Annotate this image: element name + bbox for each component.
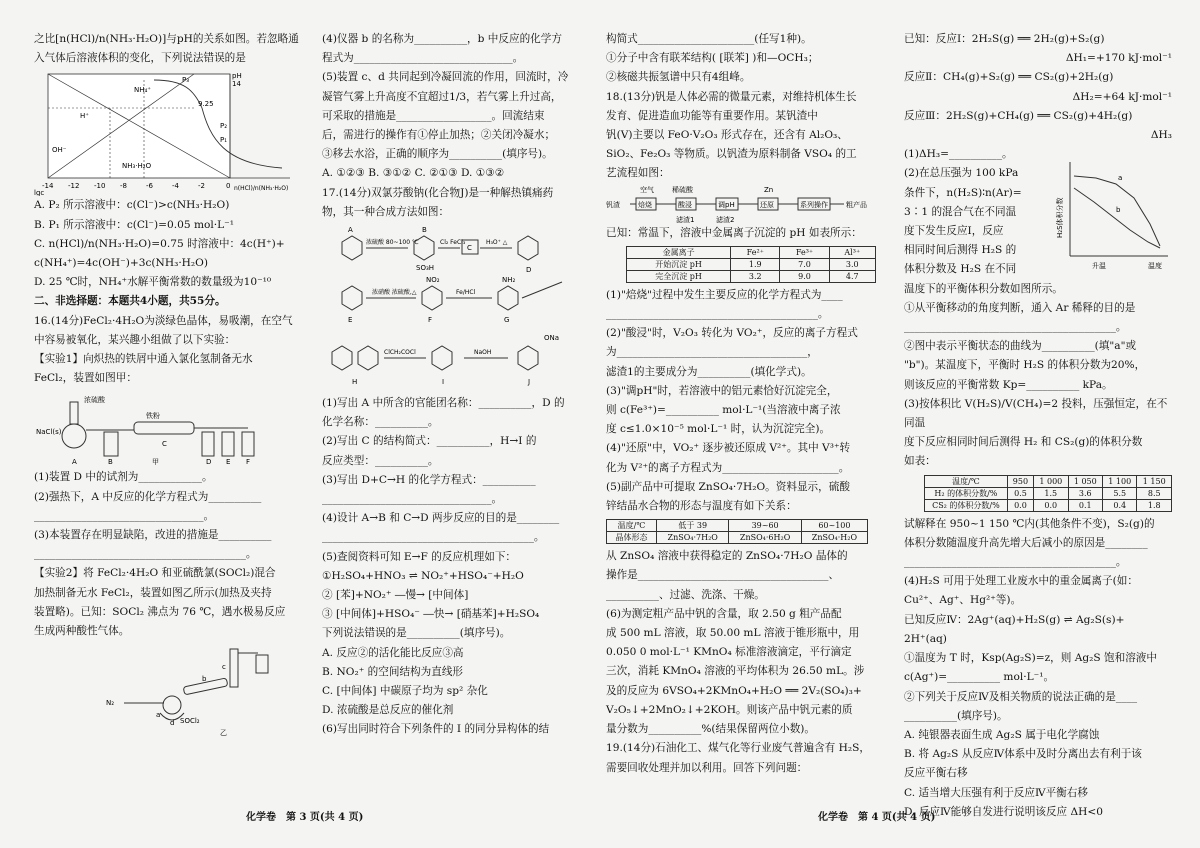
flow-acid-leach: 酸浸 [678, 200, 692, 209]
q15-option-c: C. n(HCl)/n(NH₃·H₂O)=0.75 时溶液中：4c(H⁺)+ [34, 237, 285, 250]
table-header-cell: 1 050 [1068, 475, 1102, 487]
lgc-label: lgc [34, 189, 45, 197]
q16-part-5c: 可采取的措施是__________________。回流结束 [322, 109, 545, 122]
q19-part-2e: 相同时间后测得 H₂S 的 [904, 244, 1017, 257]
q18-part-5b: 锌结晶水合物的形态与温度有如下关系： [606, 500, 797, 513]
p3-label: P₃ [182, 76, 190, 85]
mechanism-step-2: ② [苯]+NO₂⁺ ―慢→ [中间体] [322, 589, 469, 602]
q18-part-6: (6)为测定粗产品中钒的含量，取 2.50 g 粗产品配 [606, 607, 842, 620]
reagent-6: ClCH₂COCl [384, 349, 416, 357]
q16-part-5d: 后，需进行的操作有①停止加热；②关闭冷凝水； [322, 129, 556, 142]
q16-part-4b: 程式为______________________________。 [322, 52, 524, 65]
q18-part-2: (2)"酸浸"时，V₂O₃ 转化为 VO₂⁺，反应的离子方程式 [606, 327, 858, 340]
q19-part-2-block [904, 164, 1172, 279]
q16-part-2: (2)强热下，A 中反应的化学方程式为__________ [34, 490, 262, 503]
q18-part-4: (4)"还原"中，VO₂⁺ 逐步被还原成 V²⁺。其中 V³⁺转 [606, 442, 851, 455]
q17-cond-2: ②核磁共振氢谱中只有4组峰。 [606, 71, 751, 84]
q18-part-2b: 为____________________________________， [606, 346, 818, 359]
q19-part-2b: 条件下，n(H₂S)∶n(Ar)= [904, 186, 1022, 199]
flow-air: 空气 [640, 185, 654, 194]
socl2-label: SOCl₂ [180, 717, 200, 726]
q19-part-2-q2b: "b")。某温度下，平衡时 H₂S 的体积分数为20%， [904, 359, 1146, 372]
label-d2: d [170, 719, 175, 728]
table-cell: 3.2 [731, 270, 780, 282]
label-b2: b [202, 675, 207, 684]
reagent-1: 浓硫酸 80~100 ℃ [366, 239, 419, 247]
no2-group: NO₂ [426, 276, 440, 285]
q19-part-2g: 温度下的平衡体积分数如图所示。 [904, 282, 1063, 295]
q19-part-4: (4)H₂S 可用于处理工业废水中的重金属离子(如： [904, 575, 1138, 588]
q18-part-2c: 滤渣1的主要成分为__________(填化学式)。 [606, 365, 812, 378]
n2-label: N₂ [106, 699, 115, 708]
q16-part-3: (3)本装置存在明显缺陷，改进的措施是__________ [34, 529, 272, 542]
table-header-cell: Fe²⁺ [731, 246, 780, 258]
q17-option-b: B. NO₂⁺ 的空间结构为直线形 [322, 665, 464, 678]
flow-roast: 焙烧 [638, 200, 652, 209]
q16-part-5: (5)装置 c、d 共同起到冷凝回流的作用，回流时，冷 [322, 71, 569, 84]
q19-part-3: (3)按体积比 V(H₂S)/V(CH₄)=2 投料，压强恒定，在不同温 [904, 397, 1168, 430]
flow-series-ops: 系列操作 [800, 200, 828, 209]
table-cell: CS₂ 的体积分数/% [925, 499, 1008, 511]
flow-residue-2: 滤渣2 [716, 215, 735, 224]
ph-14-label: 14 [232, 80, 241, 89]
q15-option-d: D. 25 ℃时，NH₄⁺水解平衡常数的数量级为10⁻¹⁰ [34, 276, 272, 289]
reagent-2: Cl₂ FeCl₃ [440, 239, 466, 247]
q19-part-1: (1)ΔH₃=__________。 [904, 148, 1013, 161]
q16-part-5e: ③移去水浴，正确的顺序为__________(填序号)。 [322, 148, 553, 161]
compound-g: G [504, 316, 510, 325]
q19-part-3b: 度下反应相同时间后测得 H₂ 和 CS₂(g)的体积分数 [904, 436, 1143, 449]
table-header-row [925, 475, 1172, 487]
label-f: F [246, 458, 251, 467]
reaction-4b: 2H⁺(aq) [904, 632, 947, 645]
value-925-label: 9.25 [198, 100, 214, 109]
table-cell: 9.0 [780, 270, 829, 282]
reaction-3-dh: ΔH₃ [1150, 129, 1172, 142]
q16-exp2-1: 【实验2】将 FeCl₂·4H₂O 和亚硫酰氯(SOCl₂)混合 [34, 567, 276, 580]
q17-option-d: D. 浓硫酸是总反应的催化剂 [322, 704, 454, 717]
q18-part-1: (1)"焙烧"过程中发生主要反应的化学方程式为____ [606, 288, 843, 301]
q19-part-4-q2: ②下列关于反应Ⅳ及相关物质的说法正确的是____ [904, 690, 1138, 703]
q17-line-1: 17.(14分)双氯芬酸钠(化合物J)是一种解热镇痛药 [322, 186, 554, 199]
reaction-1: 已知：反应Ⅰ：2H₂S(g) ══ 2H₂(g)+S₂(g) [904, 33, 1105, 45]
p2-label: P₂ [220, 122, 228, 131]
table-cell: 完全沉淀 pH [627, 270, 731, 282]
tick-6: -4 [172, 182, 179, 191]
q17-part-1: (1)写出 A 中所含的官能团名称：__________，D 的 [322, 397, 565, 410]
nh4-label: NH₄⁺ [134, 86, 152, 95]
column-4 [904, 30, 1172, 822]
compound-h: H [352, 378, 358, 387]
table-cell: 开始沉淀 pH [627, 258, 731, 270]
table-cell: ZnSO₄·6H₂O [729, 532, 801, 544]
q18-part-6e: 及的反应为 6VSO₄+2KMnO₄+H₂O ══ 2V₂(SO₄)₃+ [606, 684, 862, 697]
q18-part-5e: __________、过滤、洗涤、干燥。 [606, 588, 765, 601]
q15-intro-1: 之比[n(HCl)/n(NH₃·H₂O)]与pH的关系如图。若忽略通 [34, 33, 299, 45]
q16-part-5b: 凝管气雾上升高度不宜超过1/3，若气雾上升过高， [322, 90, 562, 103]
q17-line-2: 物，其一种合成方法如图： [322, 205, 450, 218]
compound-f: F [428, 316, 433, 325]
reaction-3: 反应Ⅲ：2H₂S(g)+CH₄(g) ══ CS₂(g)+4H₂(g) [904, 109, 1133, 122]
figure-b-caption: 乙 [220, 729, 227, 738]
q16-part-5-options: A. ①②③ B. ③①② C. ②①③ D. ①③② [322, 167, 505, 180]
table-cell: 0.1 [1068, 499, 1102, 511]
flow-reduce: 还原 [760, 200, 774, 209]
q19-part-2: (2)在总压强为 100 kPa [904, 167, 1019, 180]
q19-option-d: D. 反应Ⅳ能够自发进行说明该反应 ΔH<0 [904, 805, 1104, 818]
q17-part-5-question: 下列说法错误的是__________(填序号)。 [322, 627, 511, 640]
label-c2: c [222, 663, 226, 672]
q19-part-3e: 体积分数随温度升高先增大后减小的原因是________ [904, 536, 1148, 549]
compound-j: J [528, 378, 531, 387]
label-b: B [108, 458, 113, 467]
ratio-axis-label: n(HCl)/n(NH₃·H₂O) [234, 185, 289, 193]
q17-part-3b: ________________________________。 [322, 493, 503, 506]
q19-part-3f: ________________________________________。 [904, 556, 1127, 569]
section-2-heading: 二、非选择题：本题共4小题，共55分。 [34, 295, 226, 308]
table-header-cell: 39~60 [729, 520, 801, 532]
tick-1: -14 [42, 182, 54, 191]
q19-part-2-q1: ①从平衡移动的角度判断，通入 Ar 稀释的目的是 [904, 301, 1136, 314]
q18-line-3: 钒(V)主要以 FeO·V₂O₃ 形式存在，还含有 Al₂O₃、 [606, 129, 848, 142]
q18-part-5: (5)副产品中可提取 ZnSO₄·7H₂O。资料显示，硫酸 [606, 480, 850, 493]
q19-part-2-q2c: 则该反应的平衡常数 Kp=__________ kPa。 [904, 378, 1113, 391]
table-header-cell: 1 000 [1034, 475, 1068, 487]
q18-part-6f: V₂O₅↓+2MnO₂↓+2KOH。则该产品中钒元素的质 [606, 703, 853, 716]
flow-vanadium-slag: 钒渣 [606, 200, 620, 209]
table-row [627, 270, 876, 282]
q18-part-6g: 量分数为__________%(结果保留两位小数)。 [606, 723, 816, 736]
ph-graph [34, 68, 296, 196]
curve-b-label: b [1116, 206, 1121, 215]
q18-part-6c: 0.050 0 mol·L⁻¹ KMnO₄ 标准溶液滴定，平行滴定 [606, 646, 852, 659]
label-c: C [162, 440, 167, 449]
q19-part-3d: 试解释在 950~1 150 ℃内(其他条件不变)，S₂(g)的 [904, 517, 1155, 530]
q19-part-4b: Cu²⁺、Ag⁺、Hg²⁺等)。 [904, 594, 1022, 607]
reaction-2: 反应Ⅱ：CH₄(g)+S₂(g) ══ CS₂(g)+2H₂(g) [904, 71, 1114, 84]
reagent-3: H₃O⁺ △ [486, 239, 508, 247]
q19-option-b-cont: 反应平衡右移 [904, 767, 968, 780]
reaction-2-dh: ΔH₂=+64 kJ·mol⁻¹ [1072, 90, 1172, 103]
apparatus-a-figure [34, 388, 296, 468]
flow-residue-1: 滤渣1 [676, 215, 695, 224]
column-2 [322, 30, 590, 740]
h-label: H⁺ [80, 112, 89, 121]
q19-part-2d: 度下发生反应Ⅰ，反应 [904, 225, 1004, 238]
nh2-group: NH₂ [502, 276, 516, 285]
table-header-cell: 60~100 [801, 520, 867, 532]
q18-line-1: 18.(13分)钒是人体必需的微量元素，对维持机体生长 [606, 90, 857, 103]
table-row [925, 487, 1172, 499]
table-cell: ZnSO₄·7H₂O [657, 532, 729, 544]
table-cell: 1.8 [1137, 499, 1172, 511]
q19-option-a: A. 纯银器表面生成 Ag₂S 属于电化学腐蚀 [904, 728, 1100, 741]
process-flowchart [606, 184, 886, 224]
q18-known: 已知：常温下，溶液中金属离子沉淀的 pH 如表所示： [606, 226, 862, 239]
q18-part-3c: 度 c≤1.0×10⁻⁵ mol·L⁻¹ 时，认为沉淀完全)。 [606, 423, 831, 436]
table-cell: 0.4 [1103, 499, 1137, 511]
figure-a-caption: 甲 [152, 458, 159, 467]
q19-part-4-q1b: c(Ag⁺)=__________ mol·L⁻¹。 [904, 671, 1055, 684]
compound-d: D [526, 266, 532, 275]
compound-c: C [467, 244, 472, 253]
q17-part-6: (6)写出同时符合下列条件的 I 的同分异构体的结 [322, 723, 550, 736]
q17-part-3: (3)写出 D+C→H 的化学方程式：__________ [322, 473, 536, 486]
tick-3: -10 [94, 182, 106, 191]
q19-part-2c: 3∶1 的混合气在不同温 [904, 205, 1017, 218]
q19-part-4-q1: ①温度为 T 时，Ksp(Ag₂S)=z，则 Ag₂S 饱和溶液中 [904, 652, 1157, 665]
q15-option-c-cont: c(NH₄⁺)=4c(OH⁻)+3c(NH₃·H₂O) [34, 257, 208, 270]
q19-part-2-q2: ②图中表示平衡状态的曲线为__________(填"a"或 [904, 340, 1137, 353]
q19-option-c: C. 适当增大压强有利于反应Ⅳ平衡右移 [904, 786, 1088, 799]
table-cell: ZnSO₄·H₂O [801, 532, 867, 544]
table-header-row [607, 520, 868, 532]
q17-part-5: (5)查阅资料可知 E→F 的反应机理如下： [322, 550, 517, 563]
reaction-1-dh: ΔH₁=+170 kJ·mol⁻¹ [1065, 52, 1172, 65]
q19-part-2-q1b: ________________________________________。 [904, 321, 1127, 334]
q19-option-b: B. 将 Ag₂S 从反应Ⅳ体系中及时分离出去有利于该 [904, 748, 1142, 761]
compound-b: B [422, 226, 427, 235]
q19-line-2: 需要回收处理并加以利用。回答下列问题： [606, 761, 808, 774]
table-header-row [627, 246, 876, 258]
table-cell: 晶体形态 [607, 532, 657, 544]
table-header-cell: 1 150 [1137, 475, 1172, 487]
q18-part-4b: 化为 V²⁺的离子方程式为______________________。 [606, 461, 850, 474]
q18-part-3: (3)"调pH"时，若溶液中的铝元素恰好沉淀完全， [606, 384, 838, 397]
q18-part-5c: 从 ZnSO₄ 溶液中获得稳定的 ZnSO₄·7H₂O 晶体的 [606, 550, 848, 563]
table-header-cell: 金属离子 [627, 246, 731, 258]
iron-powder-label: 铁粉 [146, 412, 160, 421]
conc-acid-label: 浓硫酸 [84, 396, 105, 405]
table-header-cell: 1 100 [1103, 475, 1137, 487]
table-row [627, 258, 876, 270]
tick-7: -2 [198, 182, 205, 191]
curve-a-label: a [1118, 174, 1123, 183]
table-cell: 0.0 [1034, 499, 1068, 511]
label-d: D [206, 458, 212, 467]
apparatus-b-figure [34, 641, 296, 737]
reaction-4: 已知反应Ⅳ：2Ag⁺(aq)+H₂S(g) ⇌ Ag₂S(s)+ [904, 613, 1125, 626]
q16-exp2-4: 生成两种酸性气体。 [34, 625, 130, 638]
q17-part-4b: ________________________________________。 [322, 531, 545, 544]
table-row [925, 499, 1172, 511]
table-cell: 3.6 [1068, 487, 1102, 499]
q18-part-6d: 三次，消耗 KMnO₄ 溶液的平均体积为 26.50 mL。涉 [606, 665, 865, 678]
so3h-group: SO₃H [416, 264, 435, 273]
q18-part-1b: ________________________________________。 [606, 308, 829, 321]
q15-option-a: A. P₂ 所示溶液中：c(Cl⁻)>c(NH₃·H₂O) [34, 199, 230, 212]
table-cell: 1.9 [731, 258, 780, 270]
q15-intro-2: 入气体后溶液体积的变化，下列说法错误的是 [34, 52, 246, 65]
q16-part-4: (4)仪器 b 的名称为__________，b 中反应的化学方 [322, 33, 562, 45]
table-cell: 8.5 [1137, 487, 1172, 499]
q16-line-4: FeCl₂，装置如图甲： [34, 372, 137, 385]
q17-part-2: (2)写出 C 的结构简式：__________，H→I 的 [322, 435, 537, 448]
h2s-axis-label: H₂S体积分数 [1056, 197, 1064, 239]
nacl-label: NaCl(s) [36, 428, 62, 437]
tick-4: -8 [120, 182, 127, 191]
q19-part-3c: 如表： [904, 455, 936, 468]
zinc-sulfate-table [606, 519, 868, 544]
reagent-7: NaOH [474, 349, 492, 357]
table-cell: 7.0 [780, 258, 829, 270]
q16-line-1: 16.(14分)FeCl₂·4H₂O为淡绿色晶体，易吸潮，在空气 [34, 314, 293, 327]
q17-part-2b: 反应类型：__________。 [322, 454, 439, 467]
table-header-cell: Fe³⁺ [780, 246, 829, 258]
table-cell: 5.5 [1103, 487, 1137, 499]
q18-part-6b: 成 500 mL 溶液，取 50.00 mL 溶液于锥形瓶中，用 [606, 627, 860, 640]
compound-i: I [442, 378, 445, 387]
q17-part-1b: 化学名称：__________。 [322, 416, 439, 429]
heating-label: 升温 [1092, 262, 1106, 271]
table-header-cell: 温度/℃ [607, 520, 657, 532]
table-header-cell: 低于 39 [657, 520, 729, 532]
oh-label: OH⁻ [52, 146, 67, 155]
q19-part-2f: 体积分数及 H₂S 在不同 [904, 263, 1017, 276]
q17-option-a: A. 反应②的活化能比反应③高 [322, 646, 464, 659]
footer-page-3: 化学卷 第 3 页(共 4 页) [246, 812, 364, 823]
table-header-cell: Al³⁺ [829, 246, 875, 258]
q18-line-5: 艺流程如图： [606, 167, 670, 180]
label-a2: a [156, 711, 161, 720]
ona-group: ONa [544, 334, 560, 343]
compound-e: E [348, 316, 353, 325]
tick-8: 0 [226, 182, 231, 191]
column-3 [606, 30, 892, 778]
volume-fraction-table [924, 475, 1172, 512]
q16-line-2: 中容易被氧化，某兴趣小组做了以下实验： [34, 333, 236, 346]
q17-option-c: C. [中间体] 中碳原子均为 sp² 杂化 [322, 685, 488, 698]
table-cell: 1.5 [1034, 487, 1068, 499]
table-row [607, 532, 868, 544]
table-cell: 0.0 [1007, 499, 1033, 511]
q19-part-4-q2b: __________(填序号)。 [904, 709, 1008, 722]
table-cell: H₂ 的体积分数/% [925, 487, 1008, 499]
q18-part-5d: 操作是____________________________________、 [606, 569, 840, 582]
q16-line-3: 【实验1】向炽热的铁屑中通入氯化氢制备无水 [34, 353, 253, 366]
nh3-label: NH₃·H₂O [122, 162, 152, 171]
q19-line-1: 19.(14分)石油化工、煤气化等行业废气普遍含有 H₂S， [606, 742, 870, 755]
synthesis-scheme [322, 222, 584, 394]
reagent-4: 浓硝酸 浓硫酸,△ [372, 289, 417, 297]
tick-2: -12 [68, 182, 80, 191]
flow-zinc: Zn [764, 185, 774, 194]
table-header-cell: 950 [1007, 475, 1033, 487]
q16-part-3b: ________________________________________。 [34, 548, 257, 561]
table-cell: 3.0 [829, 258, 875, 270]
flow-adjust-ph: 调pH [718, 200, 735, 209]
q18-part-3b: 则 c(Fe³⁺)=__________ mol·L⁻¹(当溶液中离子浓 [606, 404, 841, 417]
mechanism-step-3: ③ [中间体]+HSO₄⁻ ―快→ [硝基苯]+H₂SO₄ [322, 608, 540, 621]
footer-page-4: 化学卷 第 4 页(共 4 页) [818, 812, 936, 823]
label-e: E [226, 458, 231, 467]
reagent-5: Fe/HCl [456, 289, 476, 297]
label-a: A [72, 458, 77, 467]
table-cell: 4.7 [829, 270, 875, 282]
mechanism-step-1: ①H₂SO₄+HNO₃ ⇌ NO₂⁺+HSO₄⁻+H₂O [322, 569, 524, 582]
flow-crude-product: 粗产品 [846, 200, 867, 209]
column-1 [34, 30, 304, 737]
q16-exp2-2: 加热制备无水 FeCl₂，装置如图乙所示(加热及夹持 [34, 586, 272, 599]
q18-line-2: 发育、促进造血功能等有重要作用。某钒渣中 [606, 109, 818, 122]
q16-part-1: (1)装置 D 中的试剂为____________。 [34, 471, 213, 484]
flow-dilute-acid: 稀硫酸 [672, 185, 693, 194]
compound-a: A [348, 226, 353, 235]
q18-line-4: SiO₂、Fe₂O₃ 等物质。以钒渣为原料制备 VSO₄ 的工 [606, 148, 857, 161]
q17-cond-1: ①分子中含有联苯结构( [联苯] )和—OCH₃； [606, 52, 819, 65]
q17-part-6b: 构简式______________________(任写1种)。 [606, 33, 812, 45]
metal-ion-table [626, 246, 876, 283]
ph-axis-label: pH [232, 72, 242, 81]
q16-part-2b: ________________________________。 [34, 509, 215, 522]
temp-axis-label: 温度 [1148, 262, 1162, 271]
h2s-fraction-graph [1052, 158, 1172, 276]
q16-exp2-3: 装置略)。已知：SOCl₂ 沸点为 76 ℃，遇水极易反应 [34, 605, 286, 618]
table-cell: 0.5 [1007, 487, 1033, 499]
q17-part-4: (4)设计 A→B 和 C→D 两步反应的目的是________ [322, 512, 560, 525]
table-header-cell: 温度/℃ [925, 475, 1008, 487]
q15-option-b: B. P₁ 所示溶液中：c(Cl⁻)=0.05 mol·L⁻¹ [34, 218, 234, 231]
tick-5: -6 [146, 182, 153, 191]
p1-label: P₁ [220, 136, 228, 145]
